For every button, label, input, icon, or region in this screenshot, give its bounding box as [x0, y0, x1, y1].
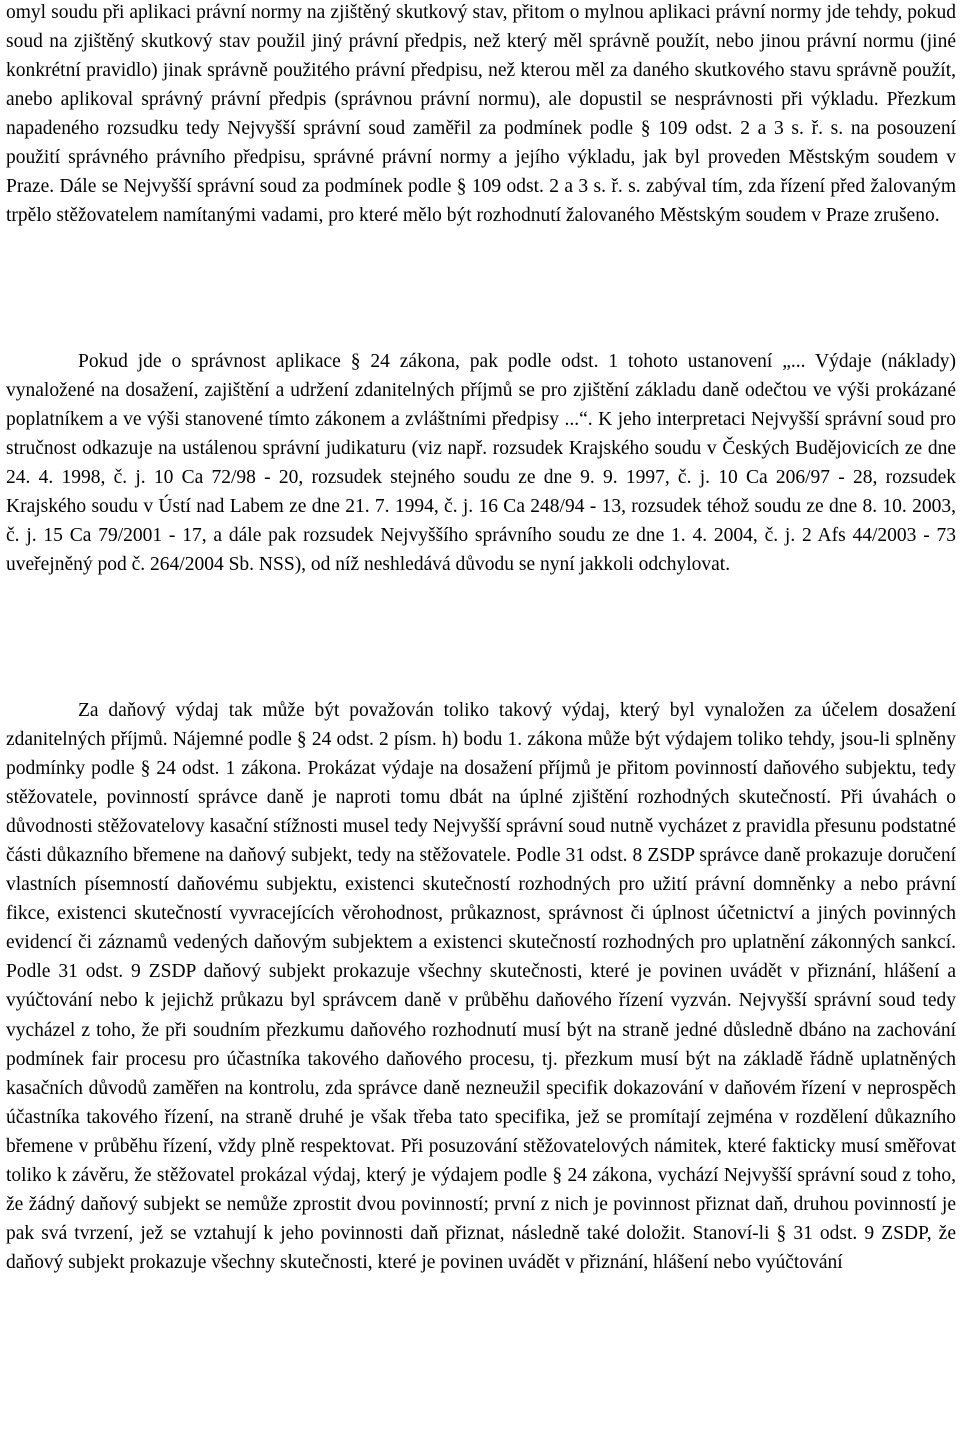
paragraph-section-24-application: Pokud jde o správnost aplikace § 24 zákona, pak podle odst. 1 tohoto ustanovení „... Výdaje (náklady) vynaložené na dosažení, zajištění a udržení zdanitelných příjmů se pro zjištění základu daně odečtou ve výši prokázané poplatníkem a ve výši stanovené tímto zákonem a zvláštními předpisy ...“. K jeho interpretaci Nejvyšší správní soud pro stručnost odkazuje na ustálenou správní judikaturu (viz např. rozsudek Krajského soudu v Českých Budějovicích ze dne 24. 4. 1998, č. j. 10 Ca 72/98 - 20, rozsudek stejného soudu ze dne 9. 9. 1997, č. j. 10 Ca 206/97 - 28, rozsudek Krajského soudu v Ústí nad Labem ze dne 21. 7. 1994, č. j. 16 Ca 248/94 - 13, rozsudek téhož soudu ze dne 8. 10. 2003, č. j. 15 Ca 79/2001 - 17, a dále pak rozsudek Nejvyššího správního soudu ze dne 1. 4. 2004, č. j. 2 Afs 44/2003 - 73 uveřejněný pod č. 264/2004 Sb. NSS), od níž neshledává důvodu se nyní jakkoli odchylovat.: [6, 351, 956, 576]
paragraph-burden-of-proof: Za daňový výdaj tak může být považován toliko takový výdaj, který byl vynaložen za účelem dosažení zdanitelných příjmů. Nájemné podle § 24 odst. 2 písm. h) bodu 1. zákona může být výdajem toliko tehdy, jsou-li splněny podmínky podle § 24 odst. 1 zákona. Prokázat výdaje na dosažení příjmů je přitom povinností daňového subjektu, tedy stěžovatele, povinností správce daně je naproti tomu dbát na úplné zjištění rozhodných skutečností. Při úvahách o důvodnosti stěžovatelovy kasační stížnosti musel tedy Nejvyšší správní soud nutně vycházet z pravidla přesunu podstatné části důkazního břemene na daňový subjekt, tedy na stěžovatele. Podle 31 odst. 8 ZSDP správce daně prokazuje doručení vlastních písemností daňovému subjektu, existenci skutečností rozhodných pro užití právní domněnky a nebo právní fikce, existenci skutečností vyvracejících věrohodnost, průkaznost, správnost či úplnost účetnictví a jiných povinných evidencí či záznamů vedených daňovým subjektem a existenci skutečností rozhodných pro uplatnění zákonných sankcí. Podle 31 odst. 9 ZSDP daňový subjekt prokazuje všechny skutečnosti, které je povinen uvádět v přiznání, hlášení a vyúčtování nebo k jejichž průkazu byl správcem daně v průběhu daňového řízení vyzván. Nejvyšší správní soud tedy vycházel z toho, že při soudním přezkumu daňového rozhodnutí musí být na straně jedné důsledně dbáno na zachování podmínek fair procesu pro účastníka takového daňového procesu, tj. přezkum musí být na základě řádně uplatněných kasačních důvodů zaměřen na kontrolu, zda správce daně nezneužil specifik dokazování v daňovém řízení v neprospěch účastníka takového řízení, na straně druhé je však třeba tato specifika, jež se promítají zejména v rozdělení důkazního břemene v průběhu řízení, vždy plně respektovat. Při posuzování stěžovatelových námitek, které fakticky musí směřovat toliko k závěru, že stěžovatel prokázal výdaj, který je výdajem podle § 24 zákona, vychází Nejvyšší správní soud z toho, že žádný daňový subjekt se nemůže zprostit dvou povinností; první z nich je povinnost přiznat daň, druhou povinností je pak svá tvrzení, jež se vztahují k jeho povinnosti daň přiznat, následně také doložit. Stanoví-li § 31 odst. 9 ZSDP, že daňový subjekt prokazuje všechny skutečnosti, které je povinen uvádět v přiznání, hlášení nebo vyúčtování: [6, 700, 956, 1273]
paragraph-judicial-review-scope: omyl soudu při aplikaci právní normy na zjištěný skutkový stav, přitom o mylnou aplikaci právní normy jde tehdy, pokud soud na zjištěný skutkový stav použil jiný právní předpis, než který měl správně použít, nebo jinou právní normu (jiné konkrétní pravidlo) jinak správně použitého právní předpisu, než kterou měl za daného skutkového stavu správně použít, anebo aplikoval správný právní předpis (správnou právní normu), ale dopustil se nesprávnosti při výkladu. Přezkum napadeného rozsudku tedy Nejvyšší správní soud zaměřil za podmínek podle § 109 odst. 2 a 3 s. ř. s. na posouzení použití správného právního předpisu, správné právní normy a jejího výkladu, jak byl proveden Městským soudem v Praze. Dále se Nejvyšší správní soud za podmínek podle § 109 odst. 2 a 3 s. ř. s. zabýval tím, zda řízení před žalovaným trpělo stěžovatelem namítanými vadami, pro které mělo být rozhodnutí žalovaného Městským soudem v Praze zrušeno.: [6, 2, 956, 227]
